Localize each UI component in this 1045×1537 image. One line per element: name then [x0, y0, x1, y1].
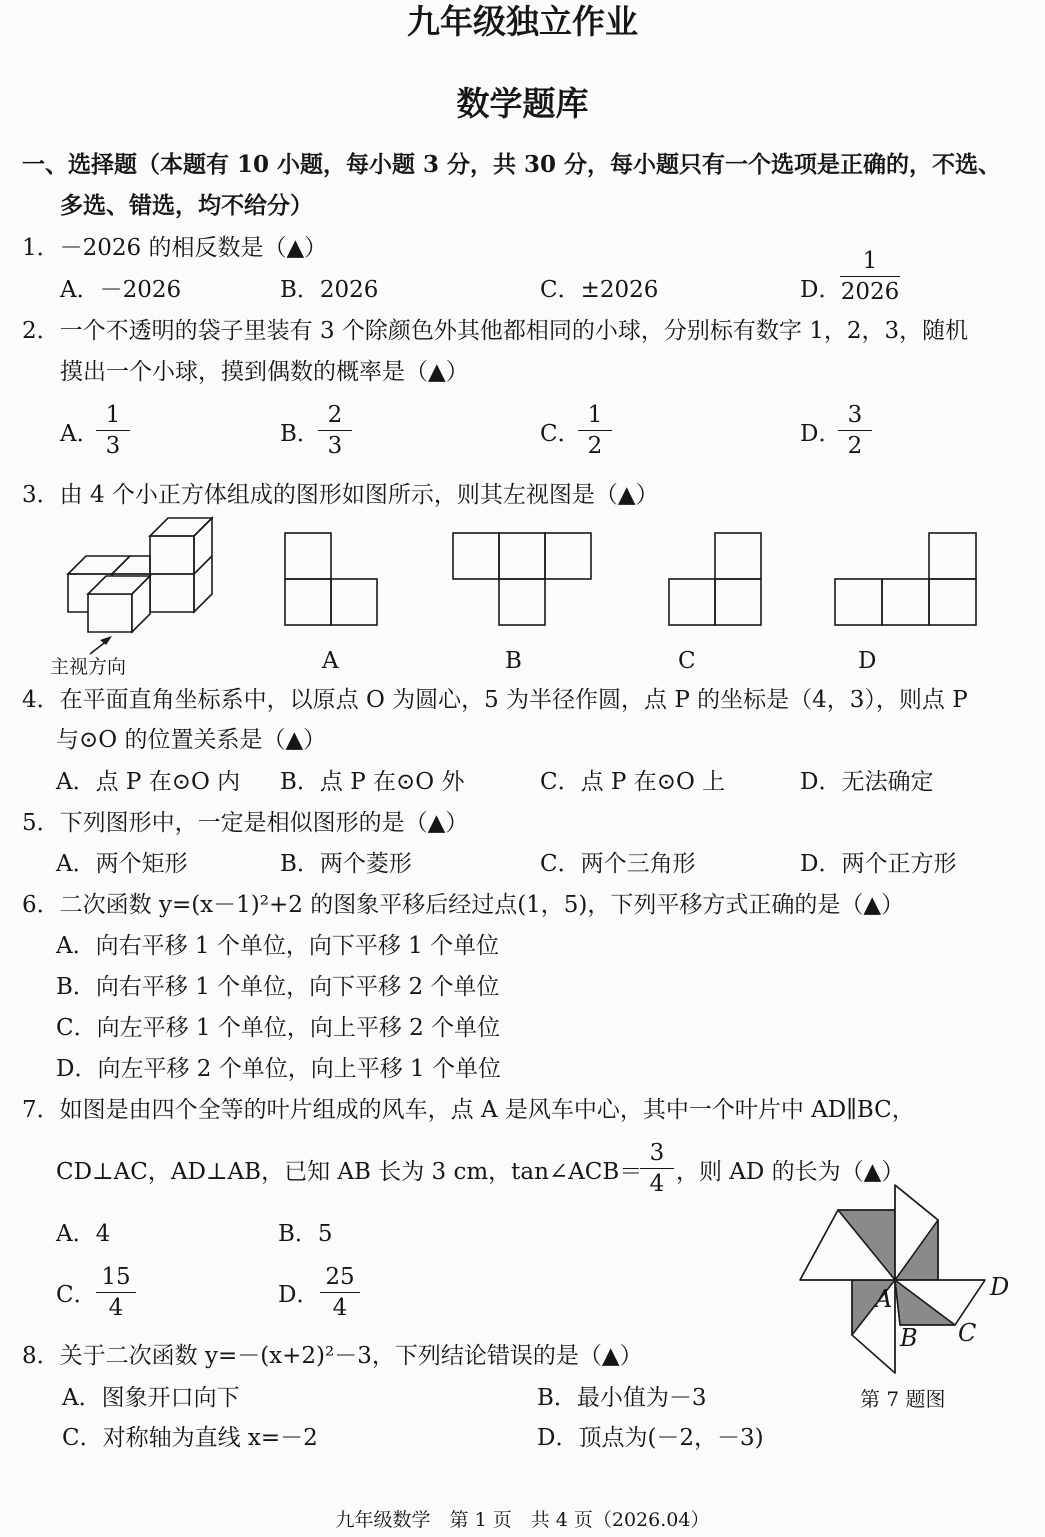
q2-option-c-label: C． — [540, 421, 581, 447]
q5-option-a: A．两个矩形 — [56, 851, 188, 877]
q3-option-a-figure — [284, 532, 384, 632]
q1-stem: 1．－2026 的相反数是（▲） — [22, 235, 328, 261]
q2-option-a-label: A． — [60, 421, 100, 447]
q3-figure-caption: 主视方向 — [50, 656, 127, 678]
page-subtitle: 数学题库 — [456, 84, 589, 123]
q7-stem: 7．如图是由四个全等的叶片组成的风车，点 A 是风车中心，其中一个叶片中 AD∥BC， — [22, 1097, 915, 1123]
q7-option-d-fraction — [320, 1264, 360, 1321]
q4-option-d: D．无法确定 — [800, 769, 934, 795]
q4-stem: 4．在平面直角坐标系中，以原点 O 为圆心，5 为半径作圆，点 P 的坐标是（4，3），则点 P — [22, 687, 968, 713]
fraction-numerator: 15 — [96, 1264, 136, 1293]
q1-option-d-fraction — [840, 248, 900, 305]
page-title: 九年级独立作业 — [407, 2, 638, 41]
q4-option-b: B．点 P 在⊙O 外 — [280, 769, 465, 795]
fraction-denominator: 4 — [108, 1295, 124, 1321]
q3-option-c-figure — [668, 532, 768, 632]
q7-stem-cont-a: CD⊥AC，AD⊥AB，已知 AB 长为 3 cm，tan∠ACB＝ — [56, 1159, 643, 1185]
fraction-denominator: 2 — [847, 433, 863, 459]
q1-option-a: A．－2026 — [60, 277, 182, 303]
q2-stem: 2．一个不透明的袋子里装有 3 个除颜色外其他都相同的小球，分别标有数字 1，2，3，随机 — [22, 318, 969, 344]
q8-option-a: A．图象开口向下 — [62, 1385, 240, 1411]
fraction-numerator: 1 — [840, 248, 900, 277]
q8-stem: 8．关于二次函数 y=－(x+2)²－3，下列结论错误的是（▲） — [22, 1343, 643, 1369]
q2-option-d-fraction — [838, 402, 872, 459]
q2-option-d-label: D． — [800, 421, 842, 447]
fraction-denominator: 3 — [105, 433, 121, 459]
windmill-caption: 第 7 题图 — [860, 1387, 946, 1411]
q4-option-a: A．点 P 在⊙O 内 — [56, 769, 241, 795]
q7-option-c-fraction — [96, 1264, 136, 1321]
q3-option-d-figure — [834, 532, 984, 632]
fraction-numerator: 1 — [578, 402, 612, 431]
q3-label-d: D — [858, 648, 877, 674]
q3-option-b-figure — [452, 532, 602, 632]
q4-stem-cont: 与⊙O 的位置关系是（▲） — [56, 727, 327, 753]
q8-option-c: C．对称轴为直线 x=－2 — [62, 1425, 318, 1451]
q7-option-a: A．4 — [56, 1221, 111, 1247]
q3-label-b: B — [505, 648, 522, 674]
fraction-numerator: 3 — [838, 402, 872, 431]
fraction-denominator: 2026 — [840, 279, 900, 305]
q3-stem: 3．由 4 个小正方体组成的图形如图所示，则其左视图是（▲） — [22, 482, 659, 508]
fraction-numerator: 3 — [640, 1140, 674, 1169]
q4-option-c: C．点 P 在⊙O 上 — [540, 769, 726, 795]
q8-option-d: D．顶点为(－2，－3) — [537, 1425, 764, 1451]
section-heading-cont: 多选、错选，均不给分） — [60, 192, 313, 219]
q2-option-b-fraction — [318, 402, 352, 459]
fraction-denominator: 4 — [332, 1295, 348, 1321]
windmill-label-d: D — [990, 1273, 1010, 1301]
q2-option-a-fraction — [96, 402, 130, 459]
q3-label-a: A — [322, 648, 339, 674]
fraction-denominator: 3 — [327, 433, 343, 459]
q2-option-c-fraction — [578, 402, 612, 459]
q1-option-c: C．±2026 — [540, 277, 659, 303]
fraction-denominator: 4 — [649, 1171, 665, 1197]
windmill-label-b: B — [900, 1324, 918, 1352]
fraction-denominator: 2 — [587, 433, 603, 459]
fraction-numerator: 2 — [318, 402, 352, 431]
q5-option-d: D．两个正方形 — [800, 851, 957, 877]
q8-option-b: B．最小值为－3 — [537, 1385, 707, 1411]
windmill-label-a: A — [875, 1285, 893, 1313]
fraction-numerator: 1 — [96, 402, 130, 431]
fraction-numerator: 25 — [320, 1264, 360, 1293]
page-footer: 九年级数学 第 1 页 共 4 页（2026.04） — [335, 1509, 710, 1531]
q7-option-b: B．5 — [278, 1221, 333, 1247]
q2-option-b-label: B． — [280, 421, 320, 447]
q5-option-c: C．两个三角形 — [540, 851, 696, 877]
q7-option-d-label: D． — [278, 1282, 320, 1308]
q1-option-d-label: D． — [800, 277, 842, 303]
q7-option-c-label: C． — [56, 1282, 97, 1308]
q3-label-c: C — [678, 648, 696, 674]
windmill-label-c: C — [958, 1319, 977, 1347]
q6-stem: 6．二次函数 y=(x－1)²+2 的图象平移后经过点(1，5)，下列平移方式正确的是（▲） — [22, 892, 905, 918]
q1-option-b: B．2026 — [280, 277, 379, 303]
q5-stem: 5．下列图形中，一定是相似图形的是（▲） — [22, 810, 469, 836]
section-heading: 一、选择题（本题有 10 小题，每小题 3 分，共 30 分，每小题只有一个选项是正确的，不选、 — [22, 151, 1002, 178]
q6-option-c: C．向左平移 1 个单位，向上平移 2 个单位 — [56, 1015, 501, 1041]
q6-option-a: A．向右平移 1 个单位，向下平移 1 个单位 — [56, 933, 500, 959]
cube-stack-figure — [40, 512, 260, 652]
q5-option-b: B．两个菱形 — [280, 851, 412, 877]
q6-option-d: D．向左平移 2 个单位，向上平移 1 个单位 — [56, 1056, 501, 1082]
q7-stem-cont-b: ，则 AD 的长为（▲） — [676, 1159, 905, 1185]
q6-option-b: B．向右平移 1 个单位，向下平移 2 个单位 — [56, 974, 500, 1000]
q2-stem-cont: 摸出一个小球，摸到偶数的概率是（▲） — [60, 359, 469, 385]
q7-tan-fraction — [640, 1140, 674, 1197]
